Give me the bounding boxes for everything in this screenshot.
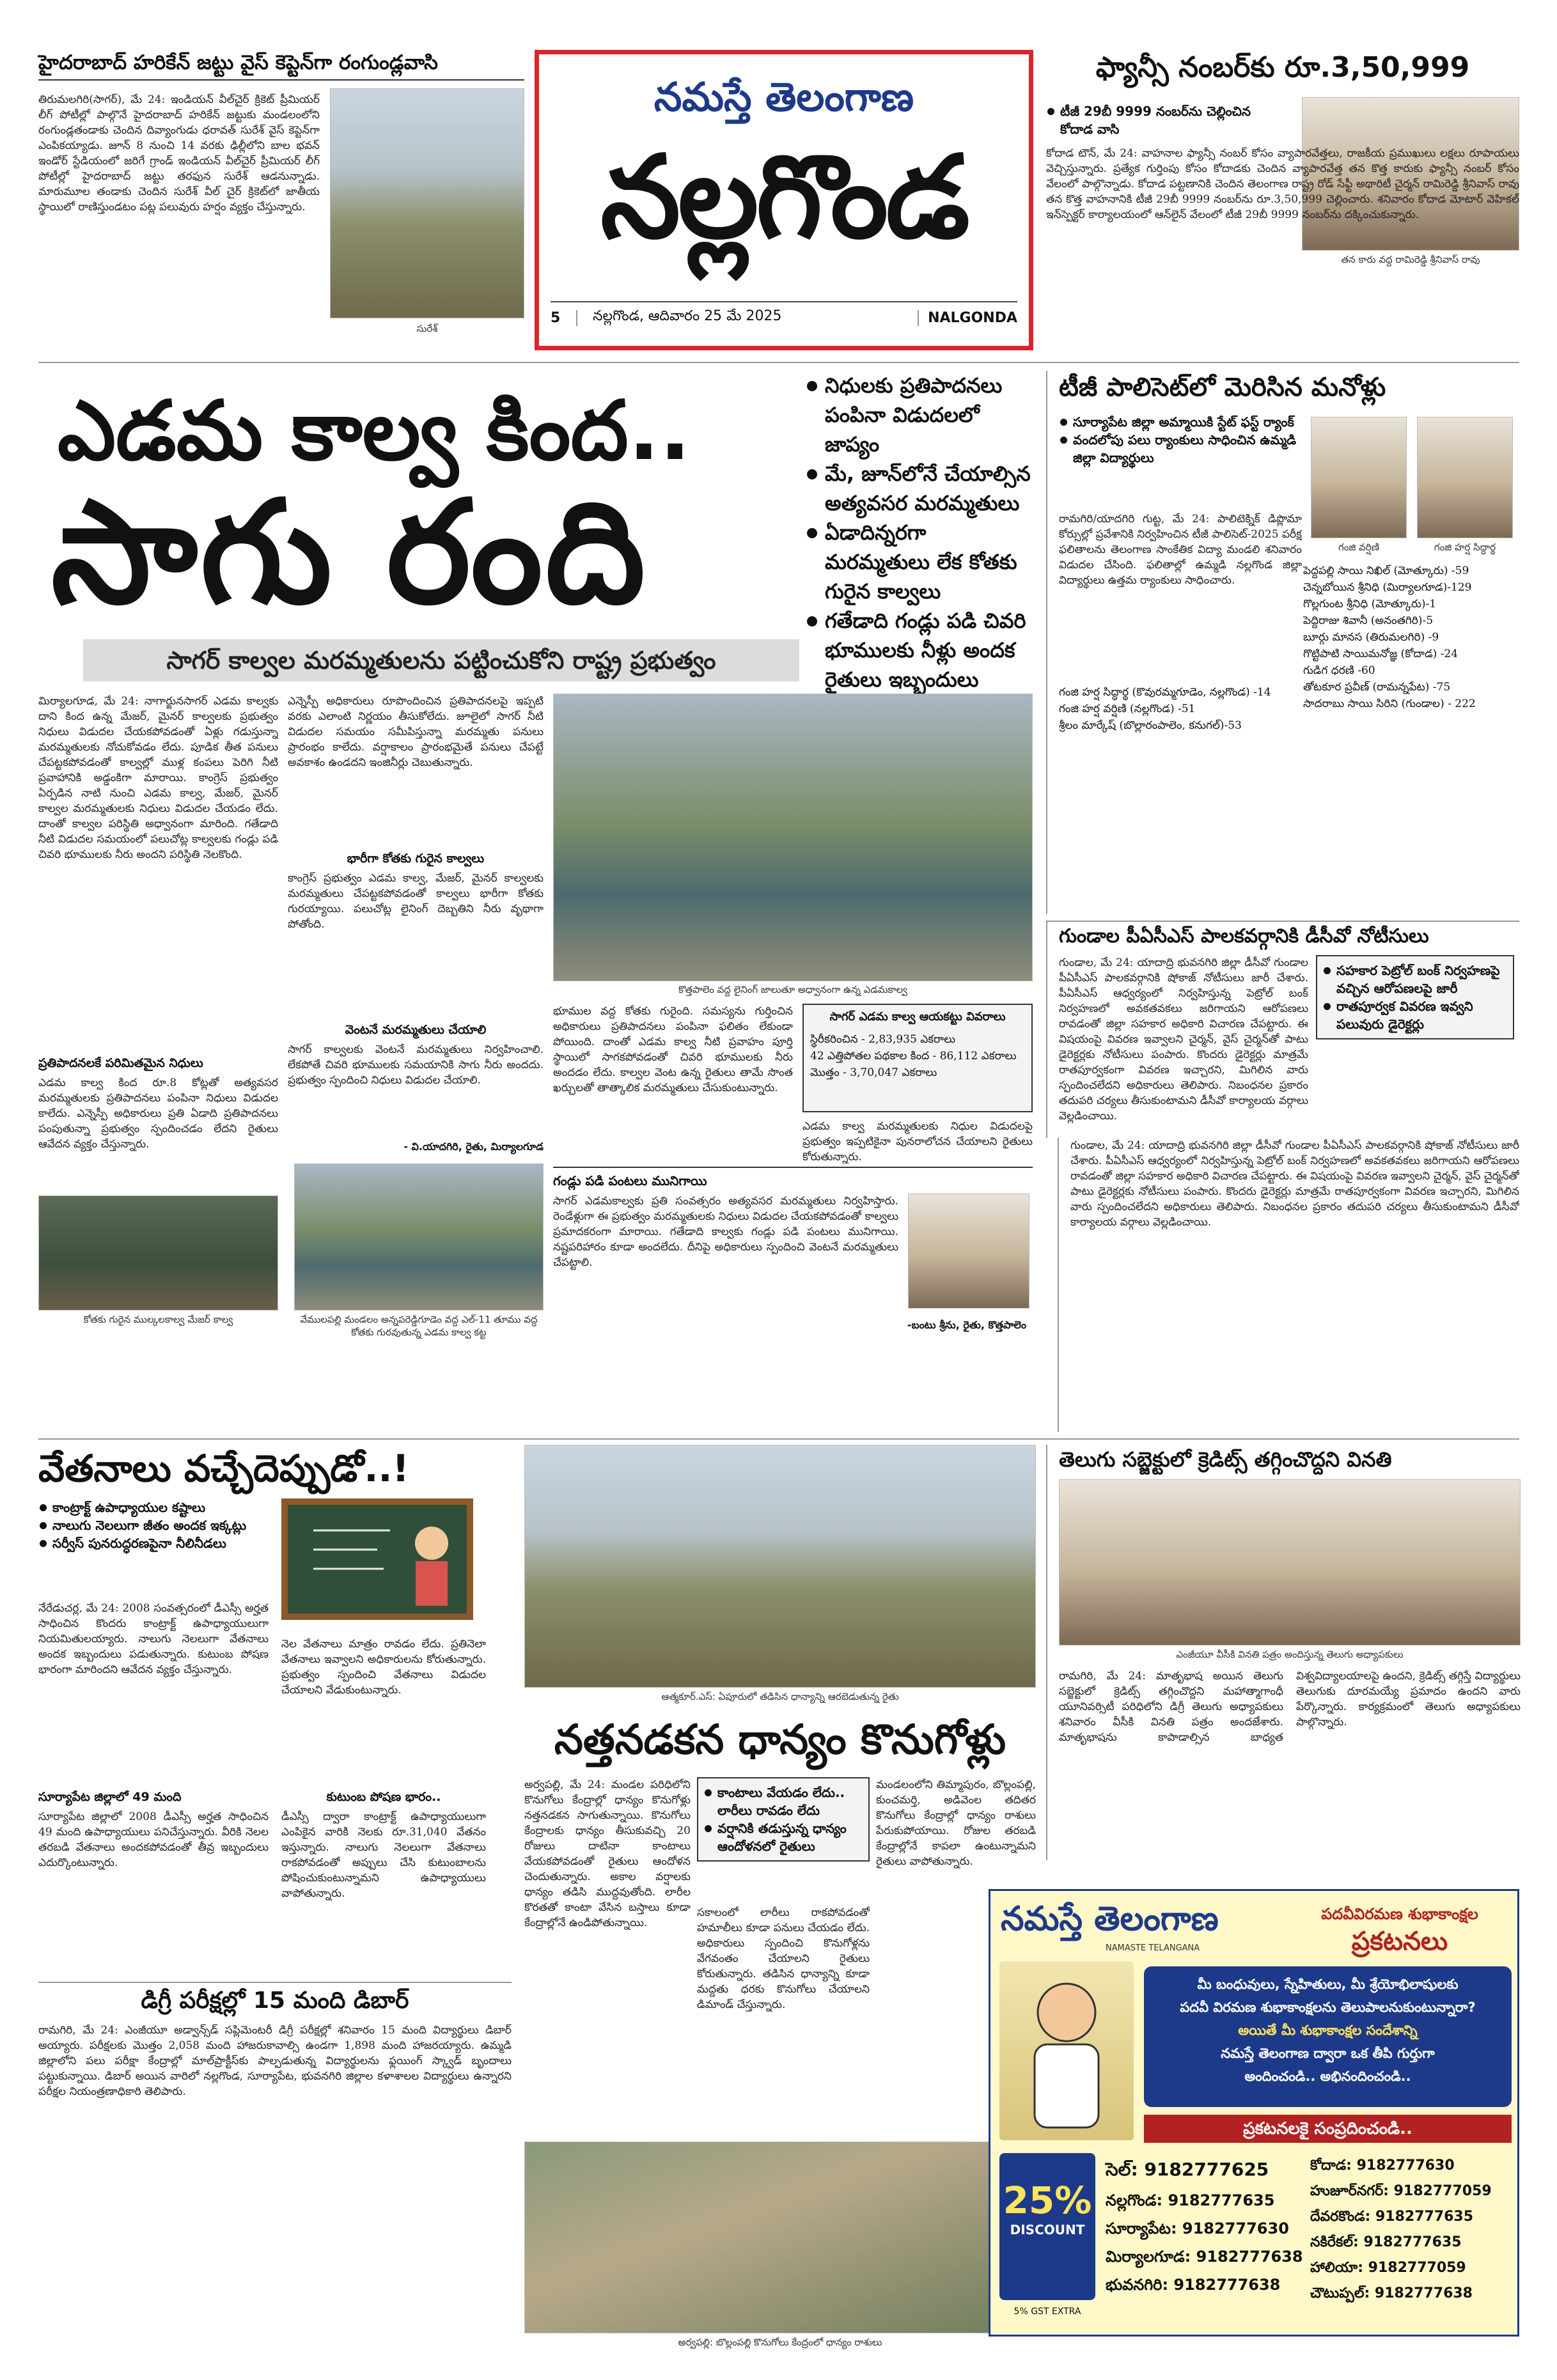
story-telugu [1046, 1445, 1519, 1860]
story-headline: టీజీ పాలిసెట్‌లో మెరిసిన మనోళ్లు [1059, 373, 1386, 402]
rank-item: సాదరాబు సాయి సిరిని (గుండాల) - 222 [1303, 697, 1476, 710]
ad-greeting: పదవీవిరమణ శుభాకాంక్షల [1321, 1905, 1478, 1923]
photo-caption: ఆత్మకూర్.ఎస్: ఏపూరులో తడిసిన ధాన్యాన్ని ఆరబెడుతున్న రైతు [661, 1691, 899, 1702]
edition-en: NALGONDA [918, 310, 1017, 326]
bullet-item: టీజీ 29బీ 9999 నంబర్‌ను చెల్లించిన కోదాడ వాసి [1046, 102, 1283, 138]
rank-item: పెద్దపల్లి సాయి నిఖిల్ (మోత్కూరు) -59 [1303, 564, 1469, 577]
rank-item: గంజి హర్ష సిద్ధార్థ (కొవురమ్మగూడెం, నల్లగొండ) -14 [1059, 686, 1271, 699]
story-headline: ఫ్యాన్సీ నంబర్‌కు రూ.3,50,999 [1095, 51, 1470, 84]
photo-grain-heaps [524, 2142, 1036, 2333]
lead-headline-line2: సాగు రంది [51, 471, 648, 635]
story-body: రామగిరి, మే 24: ఎంజీయూ అడ్వాన్స్‌డ్ సప్లిమెంటరీ డిగ్రీ పరీక్షల్లో శనివారం 15 మంది విద్యార్థులు డిబార్ అయ్యారు. పరీక్షలకు మొత్తం 2,058 మంది హాజరుకావాల్సి ఉండగా 1,898 మంది హాజరయ్యారు. ఉమ్మడి జిల్లాలోని పలు పరీక్షా కేంద్రాల్లో మాల్‌ప్రాక్టీస్‌కు పాల్పడుతున్న విద్యార్థులను ఫ్లయింగ్ స్క్వాడ్ బృందాలు పట్టుకున్నాయి. డిబార్ అయిన వారిలో నల్లగొండ, సూర్యాపేట, భువనగిరి జిల్లాల కళాశాలల విద్యార్థులు ఉన్నారని పరీక్షల నియంత్రణాధికారి తెలిపారు. [38, 2024, 512, 2098]
story-fancy-number [1046, 50, 1519, 357]
photo-caption: గంజి వర్షిణి [1338, 541, 1380, 553]
story-bullets [697, 1777, 870, 1862]
story-gundala-continued [1058, 1138, 1519, 1432]
story-body: రామగిరి, మే 24: మాతృభాష అయిన తెలుగు సబ్జెక్టులో క్రెడిట్స్ తగ్గించొద్దని మహాత్మాగాంధీ యూనివర్సిటీ పరిధిలోని డిగ్రీ తెలుగు అధ్యాపకులు శనివారం వీసీకి వినతి పత్రం అందజేశారు. మాతృభాషను కాపాడాల్సిన బాధ్యత విశ్వవిద్యాలయాలపై ఉందని, క్రెడిట్స్ తగ్గిస్తే విద్యార్థులు తెలుగుకు దూరమయ్యే ప్రమాదం ఉందని వారు పేర్కొన్నారు. కార్యక్రమంలో తెలుగు అధ్యాపకులు పాల్గొన్నారు. [1059, 1670, 1521, 1744]
photo-teachers [1059, 1479, 1521, 1645]
ad-contact: హాలియా: 9182777059 [1310, 2260, 1466, 2276]
ad-contact: నకిరేకల్: 9182777635 [1310, 2234, 1462, 2250]
ad-namaste [989, 1889, 1519, 2337]
ad-line: నమస్తే తెలంగాణ ద్వారా ఒక తీపి గుర్తుగా [1221, 2046, 1435, 2061]
photo-canal-vemulapalli [294, 1163, 544, 1311]
story-harikane [38, 50, 524, 357]
photo-caption: గంజి హర్ష సిద్ధార్థ [1434, 541, 1496, 553]
photo-caption: కొత్తపాలెం వద్ద లైనింగ్ జాలుతూ అధ్వానంగా ఉన్న ఎడమకాల్వ [678, 984, 907, 995]
ad-contact: కోదాడ: 9182777630 [1310, 2158, 1455, 2174]
story-bullets [1046, 102, 1283, 138]
ad-cta: ప్రకటనలకై సంప్రదించండి.. [1144, 2115, 1512, 2143]
story-headline: హైదరాబాద్ హరికేన్ జట్టు వైస్ కెప్టెన్‌గా రంగుండ్లవాసి [38, 50, 524, 81]
ad-line: మీ బంధువులు, స్నేహితులు, మీ శ్రేయోభిలాషులకు [1197, 1977, 1459, 1992]
lead-body-col1: మిర్యాలగూడ, మే 24: నాగార్జునసాగర్ ఎడమ కాల్వకు దాని కింద ఉన్న మేజర్, మైనర్ కాల్వలకు ప్రభుత్వం నిధులు విడుదల చేయకపోవడంతో ఏళ్లు గడుస్తున్నా మరమ్మతులకు నోచుకోవడం లేదు. పూడిక తీత పనులు చేపట్టకపోవడంతో కాల్వల్లో ముళ్ల కంపలు పెరిగి నీటి ప్రవాహానికి అడ్డంకిగా మారాయి. కాంగ్రెస్ ప్రభుత్వం ఏర్పడిన నాటి నుంచి ఎడమ కాల్వ, మేజర్, మైనర్ కాల్వల మరమ్మతులకు నిధులు విడుదల చేయడం లేదు. దాంతో కాల్వల పరిస్థితి అధ్వానంగా మారింది. గతేడాది నీటి విడుదల సమయంలో పలుచోట్ల కాల్వలకు గండ్లు పడి చివరి భూములకు నీరు అందని పరిస్థితి నెలకొంది. [38, 695, 278, 861]
photo-caption: వేములపల్లి మండలం అన్నపరెడ్డిగూడెం వద్ద ఎల్-11 తూము వద్ద కోతకు గురవుతున్న ఎడమ కాల్వ కట్ట [300, 1314, 538, 1338]
lead-quote: సాగర్ కాల్వలకు వెంటనే మరమ్మతులు నిర్వహించాలి. లేకపోతే చివరి భూములకు సమయానికి సాగు నీరు అందదు. ప్రభుత్వం స్పందించి నిధులు విడుదల చేయాలి. [288, 1043, 544, 1087]
stats-item: స్థిరీకరించిన - 2,83,935 ఎకరాలు [810, 1033, 956, 1046]
story-headline: డిగ్రీ పరీక్షల్లో 15 మంది డిబార్ [141, 1987, 409, 2014]
rank-item: గుడిగ ధరణి -60 [1303, 664, 1375, 677]
divider [38, 1438, 1519, 1440]
ad-discount: 25% [1003, 2179, 1092, 2222]
box-attribution: -బంటు శ్రీను, రైతు, కొత్తపాలెం [907, 1319, 1026, 1331]
stats-box [802, 1004, 1033, 1112]
bullet-item: గతేడాది గండ్లు పడి చివరి భూములకు నీళ్లు అందక రైతులు ఇబ్బందులు [806, 606, 1036, 694]
bullet-item: వందలోపు పలు ర్యాంకులు సాధించిన ఉమ్మడి జిల్లా విద్యార్థులు [1059, 431, 1302, 467]
ad-contact: సూర్యాపేట: 9182777630 [1106, 2220, 1289, 2237]
bullet-item: కాంట్రాక్ట్ ఉపాధ్యాయుల కష్టాలు [38, 1498, 269, 1516]
illustration-teacher [281, 1498, 473, 1620]
photo-canal-major [38, 1195, 278, 1311]
ad-message [1144, 1966, 1512, 2107]
bullet-item: సహకార పెట్రోల్ బంక్ నిర్వహణపై వచ్చిన ఆరోపణలపై జారీ [1322, 961, 1508, 997]
photo-student-girl [1311, 417, 1407, 538]
story-subhead: కుటుంబ పోషణ భారం.. [326, 1790, 441, 1804]
bullet-item: వర్షానికి తడుస్తున్న ధాన్యం ఆందోళనలో రైతులు [703, 1819, 863, 1855]
story-body: గుండాల, మే 24: యాదాద్రి భువనగిరి జిల్లా డీసీవో గుండాల పీఏసీఎస్ పాలకవర్గానికి షోకాజ్ నోటీసులు జారీ చేశారు. పీఏసీఎస్ ఆధ్వర్యంలో నిర్వహిస్తున్న పెట్రోల్ బంక్ నిర్వహణలో అవకతవకలు జరిగాయని ఆరోపణలు రావడంతో జిల్లా సహకార అధికారి విచారణ చేపట్టారు. ఈ విషయంపై వివరణ ఇవ్వాలని చైర్మన్, వైస్ చైర్మన్‌తో పాటు డైరెక్టర్లకు నోటీసులు పంపారు. కొందరు డైరెక్టర్లు మాత్రమే రాతపూర్వకంగా వివరణ ఇచ్చారని, మిగిలిన వారు స్పందించలేదని అధికారులు తెలిపారు. నిబంధనల ప్రకారం తదుపరి చర్యలు తీసుకుంటామని డీసీవో కార్యాలయ వర్గాలు వెల్లడించాయి. [1059, 956, 1308, 1123]
story-body: డీఎస్సీ ద్వారా కాంట్రాక్ట్ ఉపాధ్యాయులుగా ఎంపికైన వారికి నెలకు రూ.31,040 వేతనం ఇస్తున్నారు. నాలుగు నెలలుగా వేతనాలు రాకపోవడంతో అప్పులు చేసి కుటుంబాలను పోషించుకుంటున్నామని ఉపాధ్యాయులు వాపోతున్నారు. [281, 1810, 486, 1900]
ad-contacts-left [1106, 2153, 1304, 2299]
rank-item: తోటకూర ప్రవీణ్ (రామన్నపేట) -75 [1303, 681, 1451, 694]
divider [38, 362, 1519, 363]
bullet-item: సూర్యాపేట జిల్లా అమ్మాయికి స్టేట్ ఫస్ట్ ర్యాంక్ [1059, 413, 1302, 431]
masthead-paper-name: నమస్తే తెలంగాణ [653, 74, 914, 120]
story-bullets [38, 1498, 269, 1552]
story-polycet [1046, 371, 1519, 914]
rank-item: పెద్దిరాజు శివానీ (అనంతగిరి)-5 [1303, 614, 1434, 627]
rank-item: గంజి హర్ష వర్షిణి (నల్లగొండ) -51 [1059, 703, 1196, 715]
photo-farmer [908, 1194, 1029, 1309]
ad-contact: భువనగిరి: 9182777638 [1106, 2276, 1281, 2294]
story-body: కోదాడ టౌన్, మే 24: వాహనాల ఫ్యాన్సీ నంబర్ కోసం వ్యాపారవేత్తలు, రాజకీయ ప్రముఖులు లక్షలు రూపాయలు వెచ్చిస్తున్నారు. ప్రత్యేక గుర్తింపు కోసం కోదాడకు చెందిన వ్యాపారవేత్త తన కొత్త కారుకు ఫ్యాన్సీ నంబర్ కోసం వేలంలో పాల్గొన్నాడు. కోదాడ పట్టణానికి చెందిన తెలంగాణ రాష్ట్ర రోడ్ సేఫ్టీ అథారిటీ చైర్మన్ రామిరెడ్డి శ్రీనివాస్ రావు తన కొత్త వాహనానికి టీజీ 29బీ 9999 నంబర్‌ను రూ.3,50,999 చెల్లించారు. శనివారం కోదాడ మోటార్ వెహికల్ ఇన్‌స్పెక్టర్ కార్యాలయంలో ఆన్‌లైన్ వేలంలో టీజీ 29బీ 9999 నంబర్‌ను దక్కించుకున్నారు. [1046, 147, 1519, 221]
lead-body-col2: ఎన్నెస్పీ అధికారులు రూపొందించిన ప్రతిపాదనలపై ఇప్పటి వరకు ఎలాంటి నిర్ణయం తీసుకోలేదు. జూలైలో సాగర్ నీటి విడుదల సమయం సమీపిస్తున్నా మరమ్మతు పనులు ప్రారంభం కాలేదు. వర్షాకాలం ప్రారంభమైతే పనులు చేపట్టే అవకాశం ఉండదని ఇంజినీర్లు చెబుతున్నారు. [288, 695, 544, 769]
bullet-item: నిధులకు ప్రతిపాదనలు పంపినా విడుదలలో జాప్యం [806, 371, 1036, 459]
ad-line: అందించండి.. అభినందించండి.. [1244, 2069, 1411, 2084]
story-grain [524, 1445, 1036, 2353]
lead-story [38, 371, 1036, 1432]
photo-student-boy [1417, 417, 1513, 538]
story-bullets [1059, 413, 1302, 467]
date-line: నల్లగొండ, ఆదివారం 25 మే 2025 [593, 308, 782, 324]
lead-subhead: వెంటనే మరమ్మతులు చేయాలి [345, 1023, 487, 1037]
ad-contact: నల్లగొండ: 9182777635 [1106, 2191, 1275, 2209]
story-subhead: సూర్యాపేట జిల్లాలో 49 మంది [38, 1790, 182, 1804]
ad-contacts-right [1310, 2153, 1512, 2306]
stats-title: సాగర్ ఎడమ కాల్వ ఆయకట్టు వివరాలు [829, 1010, 1006, 1023]
ad-discount-badge [999, 2153, 1095, 2300]
bullet-item: ఏడాదిన్నరగా మరమ్మతులు లేక కోతకు గురైన కాల్వలు [806, 518, 1036, 606]
photo-caption: సురేశ్ [416, 323, 438, 334]
rank-item: గొల్లగుంట శ్రీనిధి (మోత్కూరు)-1 [1303, 598, 1437, 611]
lead-kicker: సాగర్ కాల్వల మరమ్మతులను పట్టించుకోని రాష్ట్ర ప్రభుత్వం [83, 639, 799, 681]
stats-list [810, 1031, 1025, 1081]
ad-gst: 5% GST EXTRA [1013, 2306, 1081, 2317]
story-degree [38, 1982, 512, 2340]
ad-contact: మిర్యాలగూడ: 9182777638 [1106, 2248, 1303, 2266]
story-body: తిరుమలగిరి(సాగర్), మే 24: ఇండియన్ వీల్‌చైర్ క్రికెట్ ప్రీమియర్ లీగ్ పోటీల్లో పాల్గొనే హైదరాబాద్ హరికేన్ జట్టుకు మండలంలోని రంగుండ్లతండాకు చెందిన దివ్యాంగుడు ధరావత్ సురేశ్ వైస్ కెప్టెన్‌గా ఎంపికయ్యాడు. జూన్ 8 నుంచి 14 వరకు ఢిల్లీలోని బాల భవన్ ఇండోర్ స్టేడియంలో జరిగే గ్రాండ్ ఇండియన్ వీల్‌చైర్ ప్రీమియర్ లీగ్ పోటీల్లో హైదరాబాద్ జట్టు తరఫున సురేశ్ ఆడనున్నాడు. మారుమూల తండాకు చెందిన సురేశ్ వీల్ చైర్ క్రికెట్‌లో జాతీయ స్థాయిలో రాణిస్తుండటం పట్ల పలువురు హర్షం వ్యక్తం చేస్తున్నారు. [38, 93, 320, 214]
bullet-item: మే, జూన్‌లోనే చేయాల్సిన అత్యవసర మరమ్మతులు [806, 459, 1036, 518]
teacher-icon [288, 1505, 467, 1614]
lead-body-col3b: ఎడమ కాల్వ మరమ్మతులకు నిధుల విడుదలపై ప్రభుత్వం ఇప్పటికైనా పునరాలోచన చేయాలని రైతులు కోరుతున్నారు. [802, 1120, 1033, 1163]
story-salaries [38, 1445, 512, 1975]
rank-item: బూర్గు మానస (తిరుమలగిరి) -9 [1303, 631, 1439, 644]
lead-subhead: ప్రతిపాదనలకే పరిమితమైన నిధులు [38, 1056, 203, 1070]
ad-illustration [999, 1961, 1134, 2140]
photo-suresh [330, 88, 524, 318]
ad-line: అయితే మీ శుభాకాంక్షల సందేశాన్ని [1238, 2023, 1418, 2038]
box-title: గండ్లు పడి పంటలు మునిగాయి [553, 1173, 707, 1188]
ad-brand-en: NAMASTE TELANGANA [1106, 1943, 1200, 1953]
ad-contact: హుజూర్‌నగర్: 9182777059 [1310, 2183, 1492, 2199]
lead-body-col3: భూముల వద్ద కోతకు గురైంది. సమస్యను గుర్తించిన అధికారులు ప్రతిపాదనలు పంపినా ఫలితం లేకుండా పోయింది. దాంతో ఎడమ కాల్వ నీటి ప్రవాహం పూర్తి స్థాయిలో సాగకపోవడంతో చివరి భూములకు నీరు అందడం లేదు. కాల్వల వెంట ఉన్న రైతులు తామే సొంత ఖర్చులతో తాత్కాలిక మరమ్మతులు చేసుకుంటున్నారు. [553, 1005, 793, 1094]
story-headline: గుండాల పీఏసీఎస్ పాలకవర్గానికి డీసీవో నోటీసులు [1059, 925, 1429, 947]
ad-discount-label: DISCOUNT [1010, 2222, 1085, 2237]
story-body: అర్వపల్లి, మే 24: మండల పరిధిలోని కొనుగోలు కేంద్రాల్లో ధాన్యం కొనుగోళ్లు నత్తనడకన సాగుతున్నాయి. కొనుగోలు కేంద్రాలకు ధాన్యం తీసుకువచ్చి 20 రోజులు దాటినా కాంటాలు వేయకపోవడంతో రైతులు ఆందోళన చెందుతున్నారు. అకాల వర్షాలకు ధాన్యం తడిసి ముద్దవుతోంది. లారీల కొరతతో కాంటా వేసిన బస్తాలు కూడా కేంద్రాల్లోనే ఉండిపోతున్నాయి. [524, 1778, 691, 1929]
story-headline: తెలుగు సబ్జెక్టులో క్రెడిట్స్ తగ్గించొద్దని వినతి [1059, 1447, 1392, 1472]
story-body: సకాలంలో లారీలు రాకపోవడంతో హమాలీలు కూడా పనులు చేయడం లేదు. అధికారులు స్పందించి కొనుగోళ్లను వేగవంతం చేయాలని రైతులు కోరుతున్నారు. తడిసిన ధాన్యాన్ని కూడా మద్దతు ధరకు కొనుగోలు చేయాలని డిమాండ్ చేస్తున్నారు. [697, 1906, 870, 2011]
rank-item: చెన్నబోయిన శ్రీనిధి (మిర్యాలగూడ)-129 [1303, 581, 1472, 594]
stats-item: 42 ఎత్తిపోతల పథకాల కింద - 86,112 ఎకరాలు [810, 1050, 1017, 1062]
box-body: సాగర్ ఎడమకాల్వకు ప్రతి సంవత్సరం అత్యవసర మరమ్మతులు నిర్వహిస్తారు. రెండేళ్లుగా ఈ ప్రభుత్వం మరమ్మతులకు నిధులు విడుదల చేయకపోవడంతో కాల్వలు ప్రమాదకరంగా మారాయి. గతేడాది కాల్వకు గండ్లు పడి పంటలు మునిగాయి. నష్టపరిహారం కూడా అందలేదు. దీనిపై అధికారులు స్పందించి వెంటనే మరమ్మతులు చేపట్టాలి. [553, 1195, 898, 1269]
rank-list-left [1059, 684, 1289, 734]
story-body: గుండాల, మే 24: యాదాద్రి భువనగిరి జిల్లా డీసీవో గుండాల పీఏసీఎస్ పాలకవర్గానికి షోకాజ్ నోటీసులు జారీ చేశారు. పీఏసీఎస్ ఆధ్వర్యంలో నిర్వహిస్తున్న పెట్రోల్ బంక్ నిర్వహణలో అవకతవకలు జరిగాయని ఆరోపణలు రావడంతో జిల్లా సహకార అధికారి విచారణ చేపట్టారు. ఈ విషయంపై వివరణ ఇవ్వాలని చైర్మన్, వైస్ చైర్మన్‌తో పాటు డైరెక్టర్లకు నోటీసులు పంపారు. కొందరు డైరెక్టర్లు మాత్రమే రాతపూర్వకంగా వివరణ ఇచ్చారని, మిగిలిన వారు స్పందించలేదని అధికారులు తెలిపారు. నిబంధనల ప్రకారం తదుపరి చర్యలు తీసుకుంటామని డీసీవో కార్యాలయ వర్గాలు వెల్లడించాయి. [1070, 1139, 1519, 1229]
rank-item: గొట్టిపాటి సాయిమనోజ్ఞ (కోదాడ) -24 [1303, 648, 1459, 660]
story-body: మండలంలోని తిమ్మాపురం, బొల్లంపల్లి, కుంచమర్తి, అడివెంల తదితర కొనుగోలు కేంద్రాల్లో ధాన్యం రాశులు పేరుకుపోయాయి. రోజుల తరబడి కేంద్రాల్లోనే కాపలా ఉంటున్నామని రైతులు వాపోతున్నారు. [876, 1778, 1036, 1868]
ad-line: పదవీ విరమణ శుభాకాంక్షలను తెలుపాలనుకుంటున్నారా? [1180, 2000, 1476, 2015]
photo-grain-drying [524, 1445, 1036, 1688]
story-headline: నత్తనడకన ధాన్యం కొనుగోళ్లు [554, 1716, 1006, 1764]
story-bullets [1316, 955, 1514, 1039]
lead-body-col1b: ఎడమ కాల్వ కింద రూ.8 కోట్లతో అత్యవసర మరమ్మతులకు ప్రతిపాదనలు పంపినా నిధులు విడుదల కాలేదు. ఎన్నెస్పీ అధికారులు ప్రతి ఏడాది ప్రతిపాదనలు పంపుతున్నా ప్రభుత్వం స్పందించడం లేదని రైతులు ఆవేదన వ్యక్తం చేస్తున్నారు. [38, 1077, 278, 1151]
story-gundala [1046, 921, 1519, 1138]
rank-item: శ్రీలం మార్కేష్ (బొల్లారంపాలెం, కనుగల్)-53 [1059, 719, 1242, 732]
masthead-edition: నల్లగొండ [600, 131, 967, 263]
ad-brand: నమస్తే తెలంగాణ [1001, 1900, 1219, 1938]
photo-caption: తన కారు వద్ద రామిరెడ్డి శ్రీనివాస్ రావు [1341, 254, 1480, 265]
masthead [535, 50, 1033, 350]
lead-subhead: భారీగా కోతకు గురైన కాల్వలు [347, 852, 485, 866]
bullet-item: రాతపూర్వక వివరణ ఇవ్వని పలువురు డైరెక్టర్లు [1322, 997, 1508, 1033]
stats-item: మొత్తం - 3,70,047 ఎకరాలు [810, 1066, 937, 1079]
rank-list-right [1303, 563, 1514, 712]
page-number: 5 [551, 310, 577, 326]
lead-body-col2b: కాంగ్రెస్ ప్రభుత్వం ఎడమ కాల్వ, మేజర్, మైనర్ కాల్వలకు మరమ్మతులు చేపట్టకపోవడంతో కాల్వలు భారీగా కోతకు గురయ్యాయి. పలుచోట్ల లైనింగ్ దెబ్బతిని నీరు వృథాగా పోతోంది. [288, 872, 544, 931]
photo-caption: కోతకు గురైన ముల్కలకాల్వ మేజర్ కాల్వ [83, 1314, 233, 1325]
masthead-footer [551, 301, 1017, 333]
farmer-box [553, 1167, 1033, 1339]
ad-title: ప్రకటనలు [1351, 1927, 1448, 1956]
story-body: నెల వేతనాలు మాత్రం రావడం లేదు. ప్రతినెలా వేతనాలు ఇవ్వాలని అధికారులను కోరుతున్నారు. ప్రభుత్వం స్పందించి వేతనాలు విడుదల చేయాలని వేడుకుంటున్నారు. [281, 1638, 486, 1697]
story-body: రామగిరి/యాదగిరి గుట్ట, మే 24: పాలిటెక్నిక్ డిప్లొమా కోర్సుల్లో ప్రవేశానికి నిర్వహించిన టీజీ పాలిసెట్-2025 పరీక్ష ఫలితాలను తెలంగాణ సాంకేతిక విద్యా మండలి శనివారం విడుదల చేసింది. ఫలితాల్లో ఉమ్మడి నల్లగొండ జిల్లా విద్యార్థులు ఉత్తమ ర్యాంకులు సాధించారు. [1059, 513, 1302, 587]
lead-headline-line1: ఎడమ కాల్వ కింద.. [58, 384, 691, 479]
bullet-item: కాంటాలు వేయడం లేదు.. లారీలు రావడం లేదు [703, 1784, 863, 1819]
story-body: నేరేడుచర్ల, మే 24: 2008 సంవత్సరంలో డీఎస్సీ అర్హత సాధించిన కొందరు కాంట్రాక్ట్ ఉపాధ్యాయులుగా నియమితులయ్యారు. నాలుగు నెలలుగా వేతనాలు అందక ఇబ్బందులు పడుతున్నారు. కుటుంబ పోషణ భారంగా మారిందని ఆవేదన వ్యక్తం చేస్తున్నారు. [38, 1602, 269, 1676]
story-headline: వేతనాలు వచ్చేదెప్పుడో..! [38, 1447, 409, 1490]
ad-contact: చౌటుప్పల్: 9182777638 [1310, 2285, 1473, 2301]
ad-contact: సెల్: 9182777625 [1106, 2159, 1269, 2180]
man-icon [999, 1961, 1134, 2140]
photo-canal-kothapalem [553, 694, 1033, 981]
photo-caption: ఎంజీయూ వీసీకి వినతి పత్రం అందిస్తున్న తెలుగు అధ్యాపకులు [1176, 1649, 1404, 1660]
photo-caption: అర్వపల్లి: బొల్లంపల్లి కొనుగోలు కేంద్రంలో ధాన్యం రాశులు [678, 2337, 882, 2348]
bullet-item: సర్వీస్ పునరుద్ధరణపైనా నీలినీడలు [38, 1534, 269, 1552]
bullet-item: నాలుగు నెలలుగా జీతం అందక ఇక్కట్లు [38, 1516, 269, 1534]
quote-attribution: - వి.యాదగిరి, రైతు, మిర్యాలగూడ [403, 1140, 544, 1153]
ad-contact: దేవరకొండ: 9182777635 [1310, 2209, 1474, 2225]
story-body: సూర్యాపేట జిల్లాలో 2008 డీఎస్సీ అర్హత సాధించిన 49 మంది ఉపాధ్యాయులు పనిచేస్తున్నారు. వీరికి నెలల తరబడి వేతనాలు అందకపోవడంతో తీవ్ర ఇబ్బందులు ఎదుర్కొంటున్నారు. [38, 1810, 269, 1869]
